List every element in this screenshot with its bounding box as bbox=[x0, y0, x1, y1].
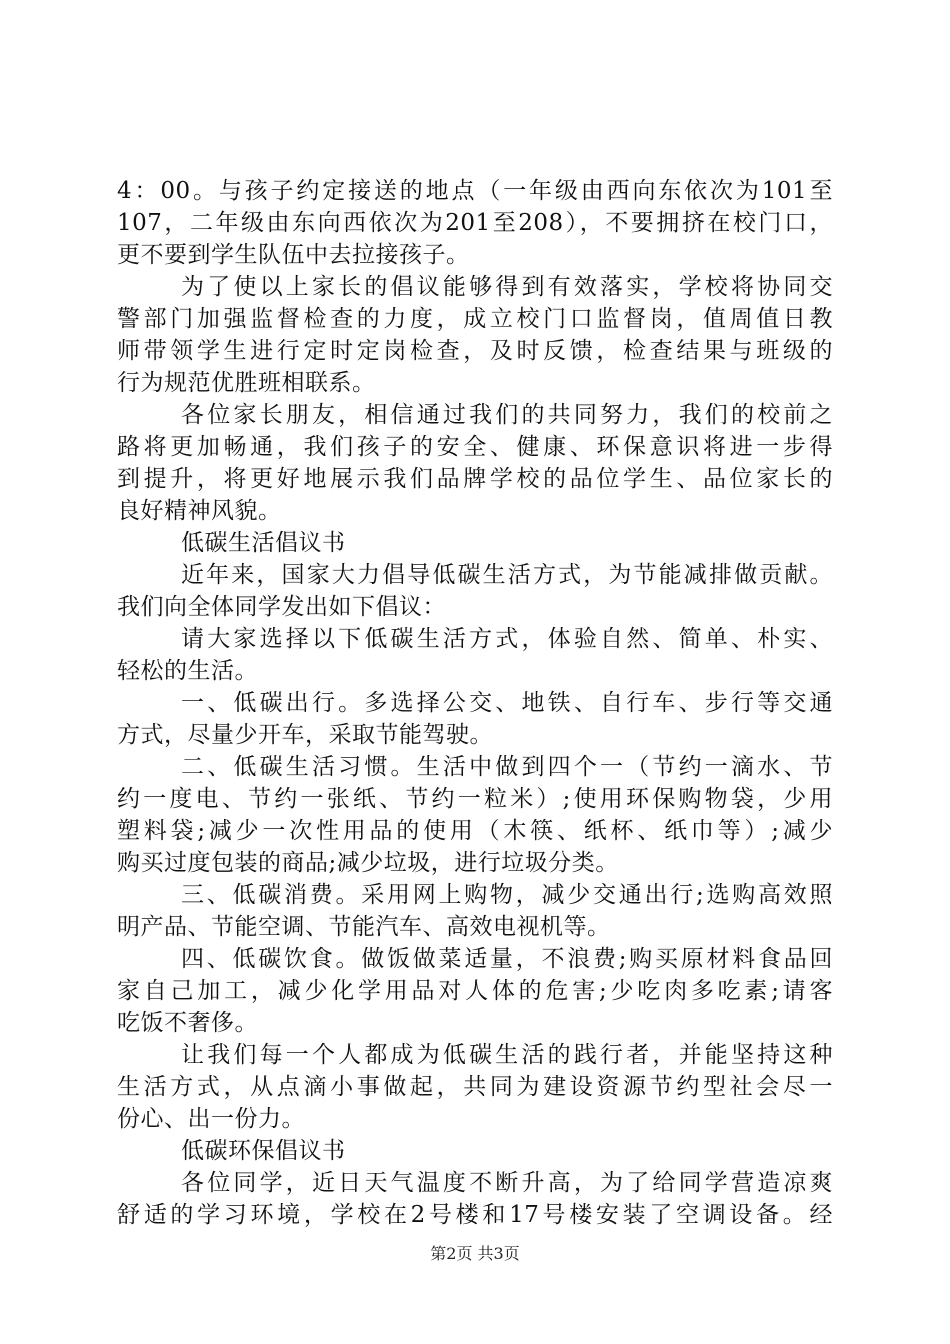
text-line-27: 吃饭不奢侈。 bbox=[117, 1010, 258, 1036]
section-heading-low-carbon-life: 低碳生活倡议书 bbox=[181, 530, 346, 556]
text-line-3: 更不要到学生队伍中去拉接孩子。 bbox=[117, 242, 470, 268]
text-line-2: 107，二年级由东向西依次为201至208），不要拥挤在校门口， bbox=[117, 210, 833, 236]
text-line-21: 塑料袋;减少一次性用品的使用（木筷、纸杯、纸巾等）;减少 bbox=[117, 818, 833, 844]
text-line-29: 生活方式，从点滴小事做起，共同为建设资源节约型社会尽一 bbox=[117, 1074, 833, 1100]
text-line-20: 约一度电、节约一张纸、节约一粒米）;使用环保购物袋，少用 bbox=[117, 786, 833, 812]
text-line-16: 轻松的生活。 bbox=[117, 658, 258, 684]
text-line-1: 4：00。与孩子约定接送的地点（一年级由西向东依次为101至 bbox=[117, 178, 833, 204]
text-line-18: 方式，尽量少开车，采取节能驾驶。 bbox=[117, 722, 493, 748]
text-line-32: 各位同学，近日天气温度不断升高，为了给同学营造凉爽 bbox=[181, 1170, 833, 1196]
text-line-10: 到提升，将更好地展示我们品牌学校的品位学生、品位家长的 bbox=[117, 466, 833, 492]
text-line-25: 四、低碳饮食。做饭做菜适量，不浪费;购买原材料食品回 bbox=[181, 946, 833, 972]
text-line-7: 行为规范优胜班相联系。 bbox=[117, 370, 376, 396]
text-line-23: 三、低碳消费。采用网上购物，减少交通出行;选购高效照 bbox=[181, 882, 833, 908]
page-footer: 第2页 共3页 bbox=[430, 1244, 520, 1263]
text-line-6: 师带领学生进行定时定岗检查，及时反馈，检查结果与班级的 bbox=[117, 338, 833, 364]
text-line-9: 路将更加畅通，我们孩子的安全、健康、环保意识将进一步得 bbox=[117, 434, 833, 460]
text-line-4: 为了使以上家长的倡议能够得到有效落实，学校将协同交 bbox=[181, 274, 833, 300]
text-line-13: 近年来，国家大力倡导低碳生活方式，为节能减排做贡献。 bbox=[181, 562, 833, 588]
text-line-30: 份心、出一份力。 bbox=[117, 1106, 305, 1132]
text-line-19: 二、低碳生活习惯。生活中做到四个一（节约一滴水、节 bbox=[181, 754, 833, 780]
text-line-5: 警部门加强监督检查的力度，成立校门口监督岗，值周值日教 bbox=[117, 306, 833, 332]
text-line-11: 良好精神风貌。 bbox=[117, 498, 282, 524]
text-line-15: 请大家选择以下低碳生活方式，体验自然、简单、朴实、 bbox=[181, 626, 833, 652]
text-line-28: 让我们每一个人都成为低碳生活的践行者，并能坚持这种 bbox=[181, 1042, 833, 1068]
text-line-33: 舒适的学习环境，学校在2号楼和17号楼安装了空调设备。经 bbox=[117, 1202, 833, 1228]
text-line-14: 我们向全体同学发出如下倡议： bbox=[117, 594, 446, 620]
text-line-22: 购买过度包装的商品;减少垃圾，进行垃圾分类。 bbox=[117, 850, 619, 876]
text-line-24: 明产品、节能空调、节能汽车、高效电视机等。 bbox=[117, 914, 611, 940]
text-line-26: 家自己加工，减少化学用品对人体的危害;少吃肉多吃素;请客 bbox=[117, 978, 833, 1004]
text-line-8: 各位家长朋友，相信通过我们的共同努力，我们的校前之 bbox=[181, 402, 833, 428]
text-line-17: 一、低碳出行。多选择公交、地铁、自行车、步行等交通 bbox=[181, 690, 833, 716]
section-heading-low-carbon-environment: 低碳环保倡议书 bbox=[181, 1138, 346, 1164]
